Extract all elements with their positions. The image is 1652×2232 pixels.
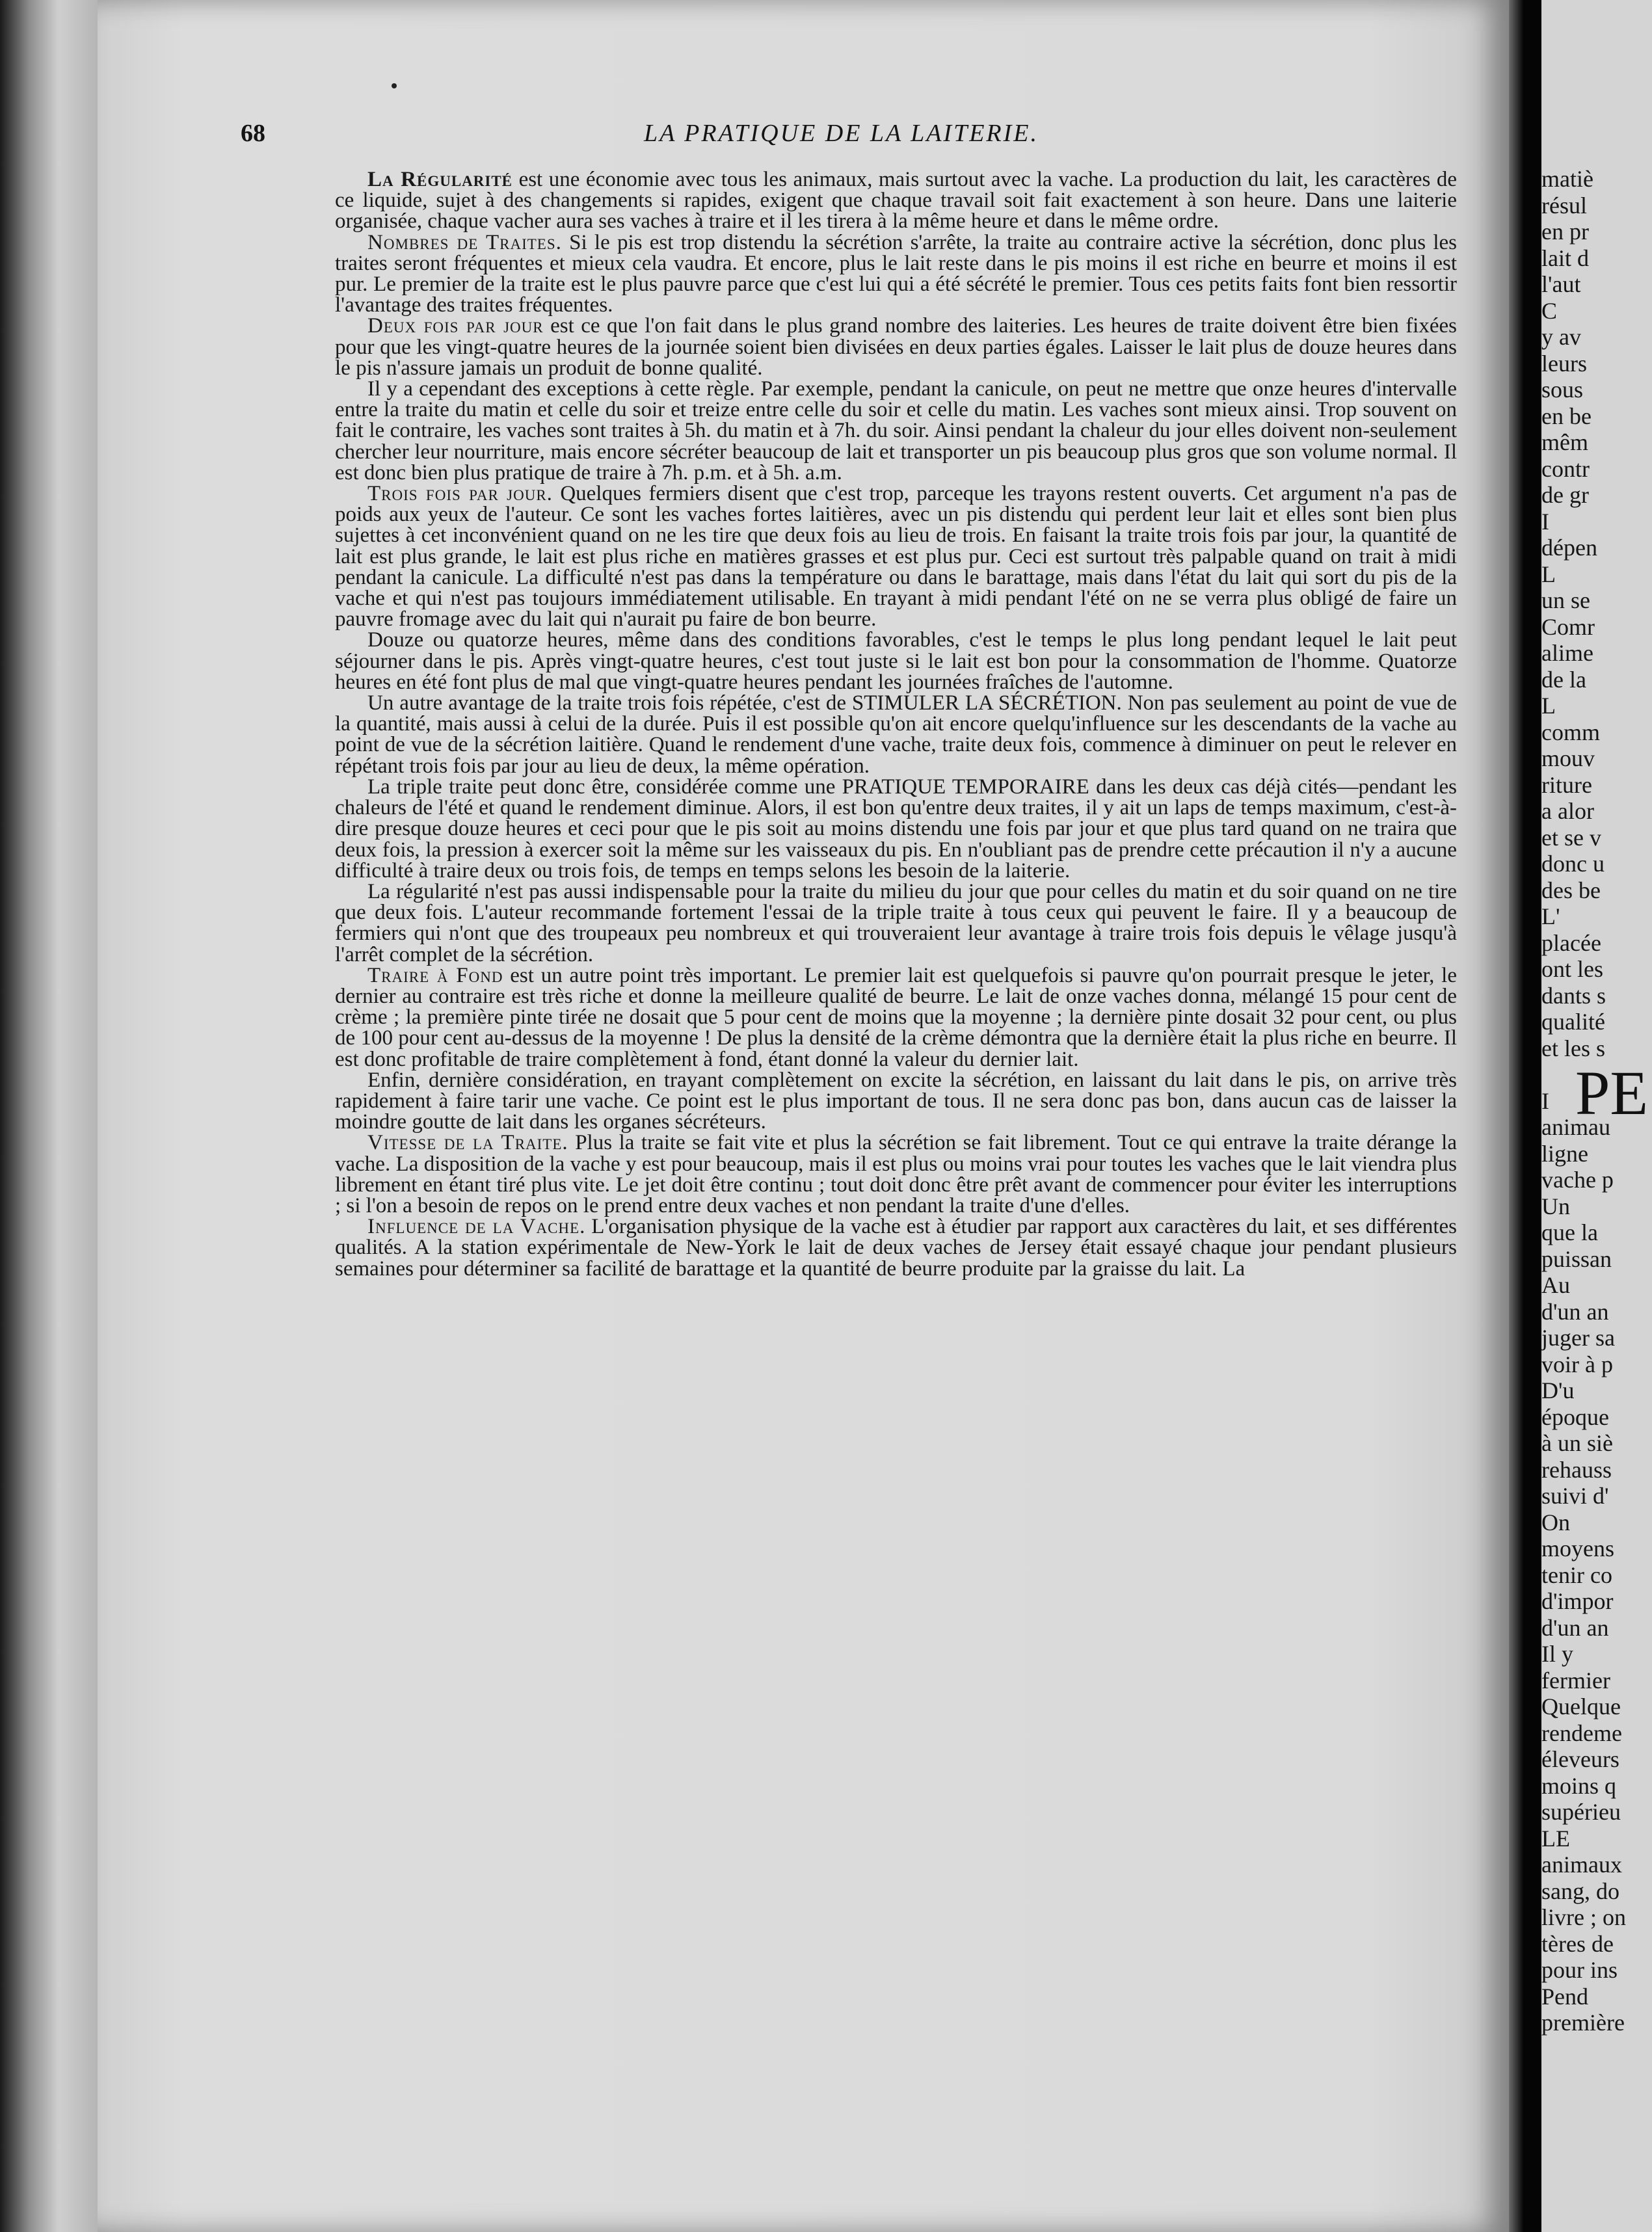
paragraph bbox=[335, 881, 1457, 965]
dust-speck bbox=[392, 83, 397, 88]
paragraph-text: Enfin, dernière considération, en trayant complètement on excite la sécrétion, en laissant du lait dans le pis, on arrive très rapidement à faire tarir une vache. Ce point est le plus important de tous. Il ne sera donc pas bon, dans aucun cas de laisser la moindre goutte de lait dans les organes sécréteurs. bbox=[335, 1068, 1457, 1134]
running-title: LA PRATIQUE DE LA LAITERIE. bbox=[644, 120, 1039, 147]
paragraph bbox=[335, 965, 1457, 1070]
paragraph-text: Si le pis est trop distendu la sécrétion s'arrête, la traite au contraire active la sécrétion, donc plus les traites seront fréquentes et mieux cela vaudra. Et encore, plus le lait reste dans le pis moins il est riche en beurre et moins il est pur. Le premier de la traite est le plus pauvre parce que c'est lui qui a été sécrété le premier. Tous ces petits faits font bien ressortir l'avantage des traites fréquentes. bbox=[335, 230, 1457, 317]
paragraph-text: est ce que l'on fait dans le plus grand nombre des laiteries. Les heures de traite doivent être bien fixées pour que les vingt-quatre heures de la journée soient bien divisées en deux parties égales. Laisser le lait plus de douze heures dans le pis n'assure jamais un produit de bonne qualité. bbox=[335, 314, 1457, 380]
facing-page-edge bbox=[1541, 0, 1652, 2232]
paragraph bbox=[335, 630, 1457, 693]
page-gutter bbox=[1509, 0, 1541, 2232]
paragraph-lead: Vitesse de la Traite. bbox=[367, 1131, 568, 1155]
page-header bbox=[241, 119, 1460, 152]
paragraph-text: est une économie avec tous les animaux, mais surtout avec la vache. La production du lait, les caractères de ce liquide, sujet à des changements si rapides, exigent que chaque travail soit fait exactement à son heure. Dans une laiterie organisée, chaque vacher aura ses vaches à traire et il les tirera à la même heure et dans le même ordre. bbox=[335, 168, 1457, 233]
paragraph bbox=[335, 483, 1457, 630]
paragraph bbox=[335, 777, 1457, 881]
facing-page-text: matiè résul en pr lait d l'aut C y av leurs sous en be mêm contr de gr I dépen L un se Comr alime de la L comm mouv riture a alor et se v donc u des be L' placée ont les dants s qualité et les s I animau ligne vache p Un que la puissan Au d'un an juger sa voir à p D'u époque à un siè rehauss suivi d' On moyens tenir co d'impor d'un an Il y fermier Quelque rendeme éleveurs moins q supérieu LE animaux sang, do livre ; on tères de pour ins Pend première bbox=[1541, 166, 1626, 2036]
paragraph bbox=[335, 379, 1457, 483]
paragraph-lead: Trois fois par jour. bbox=[367, 482, 553, 506]
paragraph bbox=[335, 1070, 1457, 1133]
paragraph-lead: La Régularité bbox=[367, 168, 513, 191]
page-number: 68 bbox=[241, 120, 265, 147]
paragraph bbox=[335, 232, 1457, 316]
facing-dropcap: PE bbox=[1575, 1058, 1649, 1128]
paragraph bbox=[335, 693, 1457, 777]
paragraph-text: Quelques fermiers disent que c'est trop, parceque les trayons restent ouverts. Cet argument n'a pas de poids aux yeux de l'auteur. Ce sont les vaches fortes laitières, avec un pis distendu qui perdent leur lait et elles sont bien plus sujettes à cet inconvénient quand on ne les tire que deux fois au lieu de trois. En faisant la traite trois fois par jour, la quantité de lait est plus grande, le lait est plus riche en matières grasses et est plus pur. Ceci est surtout très palpable quand on trait à midi pendant la canicule. La difficulté n'est pas dans la température ou dans le barattage, mais dans l'état du lait qui sort du pis de la vache et qui n'est pas toujours immédiatement utilisable. En trayant à midi pendant l'été on ne se verra plus obligé de faire un pauvre fromage avec du lait qui n'aurait pu faire de bon beurre. bbox=[335, 482, 1457, 631]
body-text bbox=[335, 169, 1457, 1279]
paragraph bbox=[335, 1132, 1457, 1216]
paragraph-text: Il y a cependant des exceptions à cette règle. Par exemple, pendant la canicule, on peut ne mettre que onze heures d'intervalle entre la traite du matin et celle du soir et treize entre celle du soir et celle du matin. Les vaches sont mieux ainsi. Trop souvent on fait le contraire, les vaches sont traites à 5h. du matin et à 7h. du soir. Ainsi pendant la chaleur du jour elles doivent non-seulement chercher leur nourriture, mais encore sécréter beaucoup de lait et transporter un pis beaucoup plus gros que son volume normal. Il est donc bien plus pratique de traire à 7h. p.m. et à 5h. a.m. bbox=[335, 377, 1457, 485]
paragraph-text: La triple traite peut donc être, considérée comme une PRATIQUE TEMPORAIRE dans les deux cas déjà cités—pendant les chaleurs de l'été et quand le rendement diminue. Alors, il est bon qu'entre deux traites, il y ait un laps de temps maximum, c'est-à-dire presque douze heures et ceci pour que le pis soit au moins distendu une fois par jour et que plus tard quand on ne traira que deux fois, la pression à exercer soit la même sur les vaisseaux du pis. En n'oubliant pas de prendre cette précaution il n'y a aucune difficulté à traire deux ou trois fois, de temps en temps selons les besoin de la laiterie. bbox=[335, 775, 1457, 883]
paragraph-text: Douze ou quatorze heures, même dans des conditions favorables, c'est le temps le plus long pendant lequel le lait peut séjourner dans le pis. Après vingt-quatre heures, c'est tout juste si le lait est bon pour la consommation de l'homme. Quatorze heures en été font plus de mal que vingt-quatre heures pendant les journées fraîches de l'automne. bbox=[335, 628, 1457, 694]
paragraph bbox=[335, 315, 1457, 379]
paragraph-lead: Traire à Fond bbox=[367, 963, 503, 987]
paragraph-text: Plus la traite se fait vite et plus la sécrétion se fait librement. Tout ce qui entrave la traite dérange la vache. La disposition de la vache y est pour beaucoup, mais il est plus ou moins vrai pour toutes les vaches que le lait viendra plus librement en étant tiré plus vite. Le jet doit être continu ; tout doit donc être prêt avant de commencer pour éviter les interruptions ; si l'on a besoin de repos on le prend entre deux vaches et non pendant la traite d'une d'elles. bbox=[335, 1131, 1457, 1217]
paragraph-text: La régularité n'est pas aussi indispensable pour la traite du milieu du jour que pour celles du matin et du soir quand on ne tire que deux fois. L'auteur recommande fortement l'essai de la triple traite à tous ceux qui peuvent le faire. Il y a beaucoup de fermiers qui n'ont que des troupeaux peu nombreux et qui trouveraient leur avantage à traire trois fois depuis le vêlage jusqu'à l'arrêt complet de la sécrétion. bbox=[335, 879, 1457, 966]
paragraph-text: Un autre avantage de la traite trois fois répétée, c'est de STIMULER LA SÉCRÉTION. Non pas seulement au point de vue de la quantité, mais aussi à celui de la durée. Puis il est possible qu'on ait encore quelqu'influence sur les descendants de la vache au point de vue de la sécrétion laitière. Quand le rendement d'une vache, traite deux fois, commence à diminuer on peut le relever en répétant trois fois par jour au lieu de deux, la même opération. bbox=[335, 691, 1457, 778]
paragraph-text: L'organisation physique de la vache est à étudier par rapport aux caractères du lait, et ses différentes qualités. A la station expérimentale de New-York le lait de deux vaches de Jersey était essayé chaque jour pendant plusieurs semaines pour déterminer sa facilité de barattage et la quantité de beurre produite par la graisse du lait. La bbox=[335, 1215, 1457, 1281]
paragraph-lead: Deux fois par jour bbox=[367, 314, 544, 338]
paragraph-lead: Influence de la Vache. bbox=[367, 1215, 586, 1239]
book-binding-edge bbox=[0, 0, 98, 2232]
paragraph bbox=[335, 169, 1457, 232]
paragraph bbox=[335, 1216, 1457, 1279]
paragraph-lead: Nombres de Traites. bbox=[367, 230, 562, 254]
paragraph-text: est un autre point très important. Le premier lait est quelquefois si pauvre qu'on pourrait presque le jeter, le dernier au contraire est très riche et donne la meilleure qualité de beurre. Le lait de onze vaches donna, mélangé 15 pour cent de crème ; la première pinte tirée ne dosait que 5 pour cent de moins que la moyenne ; la dernière pinte dosait 32 pour cent, ou plus de 100 pour cent au-dessus de la moyenne ! De plus la densité de la crème démontra que la dernière était la plus riche en beurre. Il est donc profitable de traire complètement à fond, étant donné la valeur du dernier lait. bbox=[335, 963, 1457, 1071]
